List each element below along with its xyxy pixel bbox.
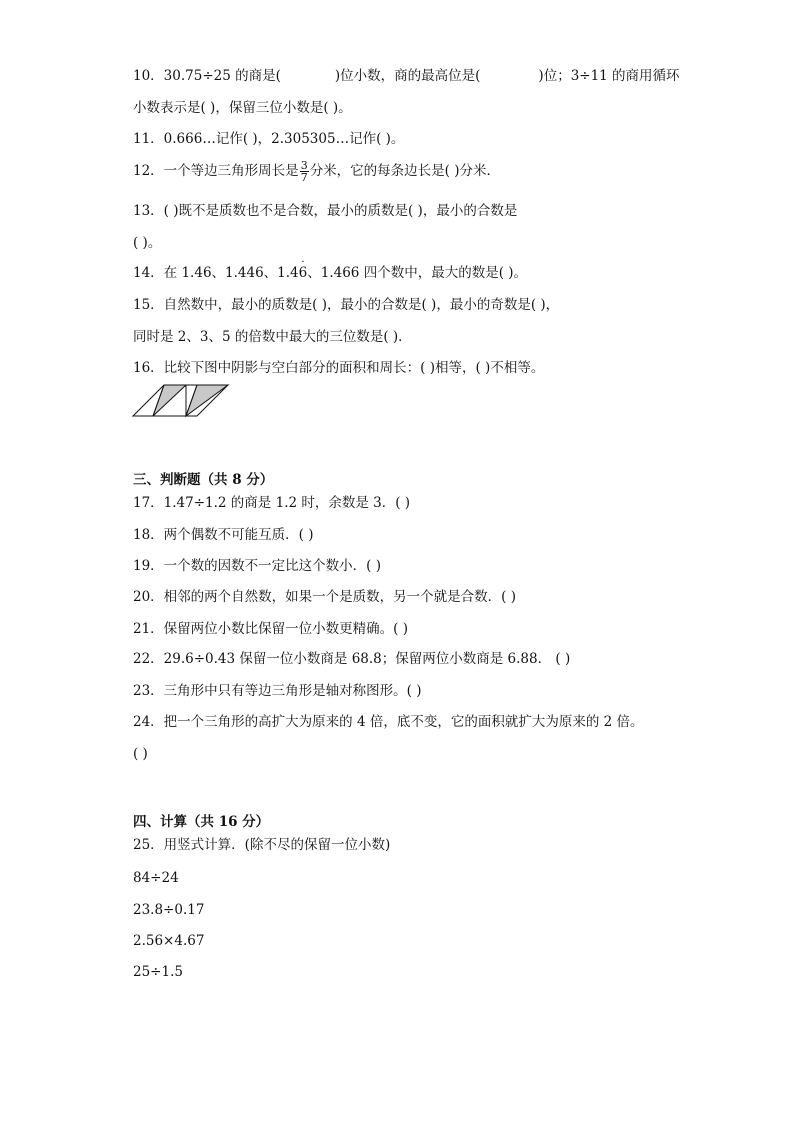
fraction-denominator: 7 [300, 171, 308, 184]
q10-part3: )位；3÷11 的商用循环 [538, 68, 680, 84]
q14-before: 14．在 1.46、1.446、1.4 [133, 265, 299, 281]
question-23: 23．三角形中只有等边三角形是轴对称图形。( ) [133, 683, 422, 699]
question-15-continued: 同时是 2、3、5 的倍数中最大的三位数是( )． [133, 329, 412, 345]
question-16: 16．比较下图中阴影与空白部分的面积和周长：( )相等，( )不相等。 [133, 360, 545, 376]
question-24: 24．把一个三角形的高扩大为原来的 4 倍，底不变，它的面积就扩大为原来的 2 倍。 [133, 714, 644, 730]
calc-item-1: 84÷24 [133, 870, 179, 886]
question-13: 13．( )既不是质数也不是合数，最小的质数是( )，最小的合数是 [133, 203, 518, 219]
question-10-continued: 小数表示是( )，保留三位小数是( )。 [133, 100, 352, 116]
section-3-heading: 三、判断题（共 8 分） [133, 472, 274, 488]
question-14 [133, 257, 528, 281]
question-22: 22．29.6÷0.43 保留一位小数商是 68.8；保留两位小数商是 6.88． ( ) [133, 651, 571, 667]
question-12 [133, 160, 500, 183]
question-20: 20．相邻的两个自然数，如果一个是质数，另一个就是合数．( ) [133, 589, 517, 605]
q10-part2: )位小数，商的最高位是( [334, 68, 481, 84]
question-17: 17．1.47÷1.2 的商是 1.2 时，余数是 3．( ) [133, 495, 411, 511]
parallelogram-figure [131, 383, 231, 419]
calc-item-3: 2.56×4.67 [133, 933, 205, 949]
fraction-numerator: 3 [300, 159, 308, 172]
q14-after: 、1.466 四个数中，最大的数是( )。 [307, 265, 528, 281]
repeating-digit [298, 257, 308, 281]
question-11: 11．0.666…记作( )，2.305305…记作( )。 [133, 131, 405, 147]
question-25: 25．用竖式计算．(除不尽的保留一位小数) [133, 837, 391, 853]
section-4-heading: 四、计算（共 16 分） [133, 814, 270, 830]
calc-item-2: 23.8÷0.17 [133, 902, 205, 918]
repeating-digit-value: 6 [298, 265, 308, 281]
fraction [300, 160, 309, 183]
question-13-continued: ( )。 [133, 235, 162, 251]
question-18: 18．两个偶数不可能互质．( ) [133, 527, 314, 543]
question-19: 19．一个数的因数不一定比这个数小．( ) [133, 558, 382, 574]
question-10 [133, 68, 680, 84]
repeating-dot: · [301, 257, 305, 268]
shaded-triangle-2 [186, 385, 228, 416]
calc-item-4: 25÷1.5 [133, 964, 183, 980]
q12-after: 分米，它的每条边长是( )分米． [309, 163, 501, 179]
question-21: 21．保留两位小数比保留一位小数更精确。( ) [133, 621, 409, 637]
question-15: 15．自然数中，最小的质数是( )，最小的合数是( )，最小的奇数是( )， [133, 297, 560, 313]
question-24-continued: ( ) [133, 746, 148, 762]
q12-before: 12．一个等边三角形周长是 [133, 163, 299, 179]
q10-part1: 10．30.75÷25 的商是( [133, 68, 281, 84]
shaded-triangle-1 [153, 385, 186, 416]
